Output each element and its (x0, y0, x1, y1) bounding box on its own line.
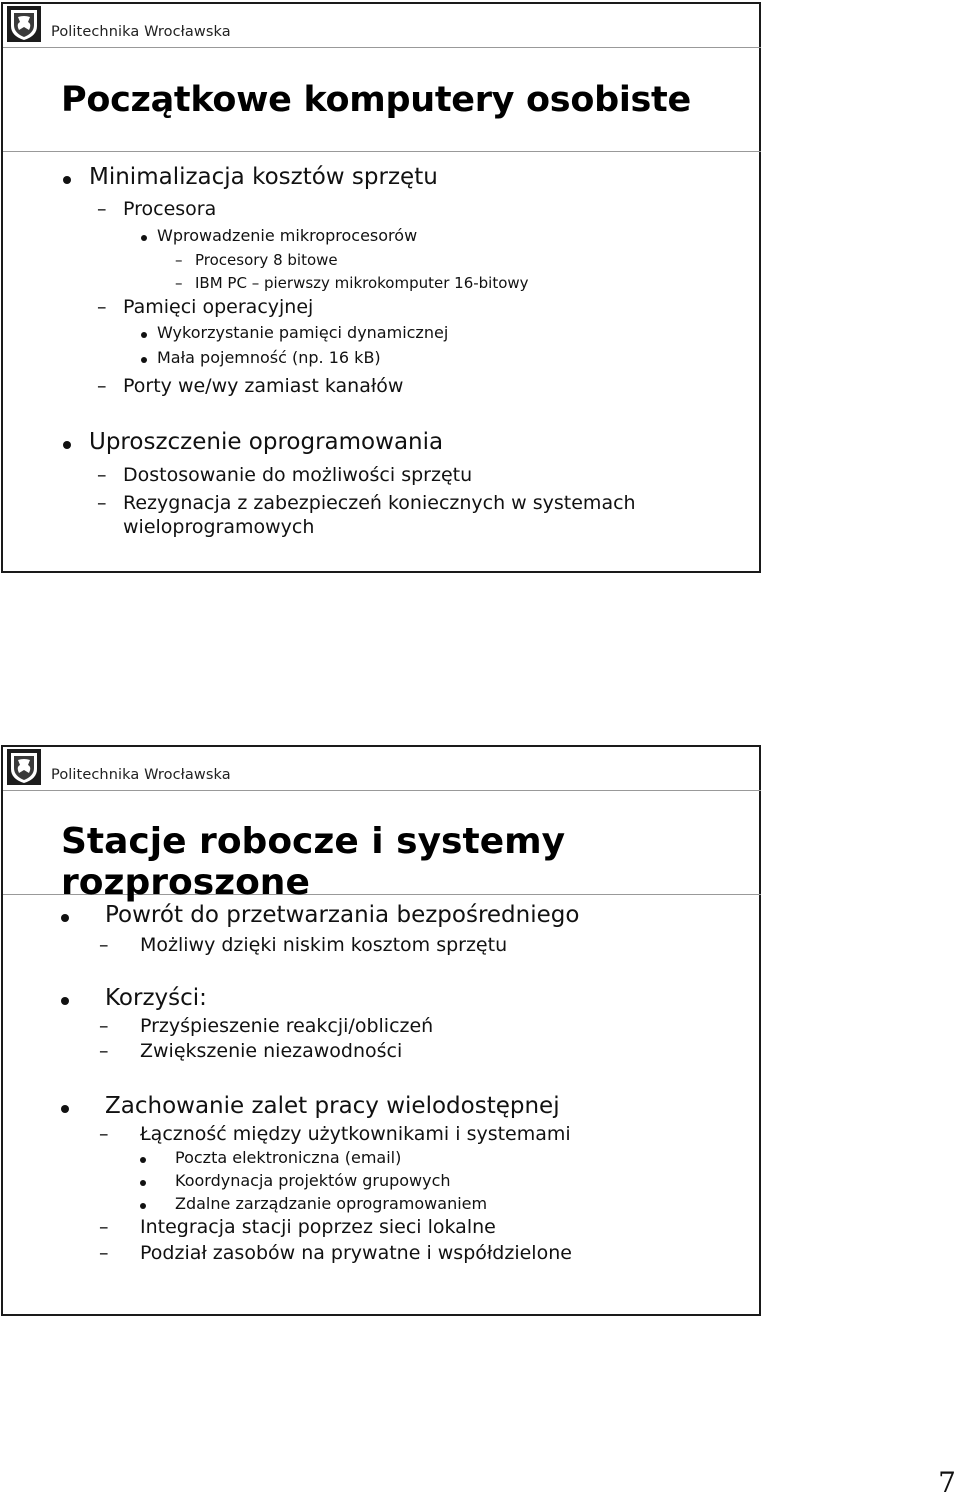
dash-icon: – (97, 296, 107, 318)
list-item: Wykorzystanie pamięci dynamicznej (157, 323, 449, 342)
list-item: Integracja stacji poprzez sieci lokalne (140, 1216, 496, 1238)
slide-1 (1, 2, 761, 573)
bullet-icon (141, 357, 147, 363)
dash-icon: – (97, 198, 107, 220)
page-number: 7 (938, 1466, 956, 1499)
institution-name: Politechnika Wrocławska (51, 767, 231, 783)
bullet-icon (140, 1157, 146, 1163)
university-logo-icon (7, 749, 41, 785)
dash-icon: – (97, 492, 107, 514)
list-item: Wprowadzenie mikroprocesorów (157, 226, 418, 245)
list-item: Uproszczenie oprogramowania (89, 429, 444, 455)
dash-icon: – (99, 1123, 109, 1145)
slide-header (3, 747, 761, 791)
bullet-icon (61, 997, 69, 1005)
bullet-icon (141, 235, 147, 241)
list-item: Łączność między użytkownikami i systemami (140, 1123, 571, 1145)
dash-icon: – (99, 1216, 109, 1238)
list-item: Poczta elektroniczna (email) (175, 1148, 402, 1167)
list-item: Procesory 8 bitowe (195, 251, 338, 269)
list-item-continuation: wieloprogramowych (123, 516, 315, 538)
bullet-icon (63, 441, 71, 449)
bullet-icon (140, 1180, 146, 1186)
list-item: Porty we/wy zamiast kanałów (123, 375, 404, 397)
dash-icon: – (99, 1242, 109, 1264)
university-logo-icon (7, 6, 41, 42)
dash-icon: – (99, 1040, 109, 1062)
list-item: Dostosowanie do możliwości sprzętu (123, 464, 473, 486)
dash-icon: – (97, 375, 107, 397)
list-item: IBM PC – pierwszy mikrokomputer 16-bitowy (195, 274, 529, 292)
list-item: Przyśpieszenie reakcji/obliczeń (140, 1015, 434, 1037)
list-item: Możliwy dzięki niskim kosztom sprzętu (140, 934, 508, 956)
slide-header (3, 4, 761, 48)
list-item: Zwiększenie niezawodności (140, 1040, 403, 1062)
institution-name: Politechnika Wrocławska (51, 24, 231, 40)
slide-title: Stacje robocze i systemy rozproszone (61, 821, 566, 903)
list-item: Procesora (123, 198, 217, 220)
title-area (3, 791, 761, 903)
bullet-icon (63, 176, 71, 184)
bullet-icon (141, 332, 147, 338)
bullet-icon (61, 914, 69, 922)
slide-title: Początkowe komputery osobiste (61, 80, 691, 120)
title-area (3, 48, 761, 152)
list-item: Minimalizacja kosztów sprzętu (89, 164, 438, 190)
list-item: Zachowanie zalet pracy wielodostępnej (105, 1093, 560, 1119)
list-item: Powrót do przetwarzania bezpośredniego (105, 902, 580, 928)
dash-icon: – (175, 274, 183, 292)
bullet-icon (140, 1203, 146, 1209)
dash-icon: – (99, 934, 109, 956)
bullet-icon (61, 1105, 69, 1113)
list-item: Koordynacja projektów grupowych (175, 1171, 451, 1190)
list-item: Korzyści: (105, 985, 207, 1011)
list-item: Mała pojemność (np. 16 kB) (157, 348, 381, 367)
dash-icon: – (175, 251, 183, 269)
dash-icon: – (97, 464, 107, 486)
list-item: Rezygnacja z zabezpieczeń koniecznych w systemach (123, 492, 636, 514)
list-item: Pamięci operacyjnej (123, 296, 314, 318)
slide-2 (1, 745, 761, 1316)
list-item: Podział zasobów na prywatne i współdzielone (140, 1242, 572, 1264)
dash-icon: – (99, 1015, 109, 1037)
list-item: Zdalne zarządzanie oprogramowaniem (175, 1194, 488, 1213)
